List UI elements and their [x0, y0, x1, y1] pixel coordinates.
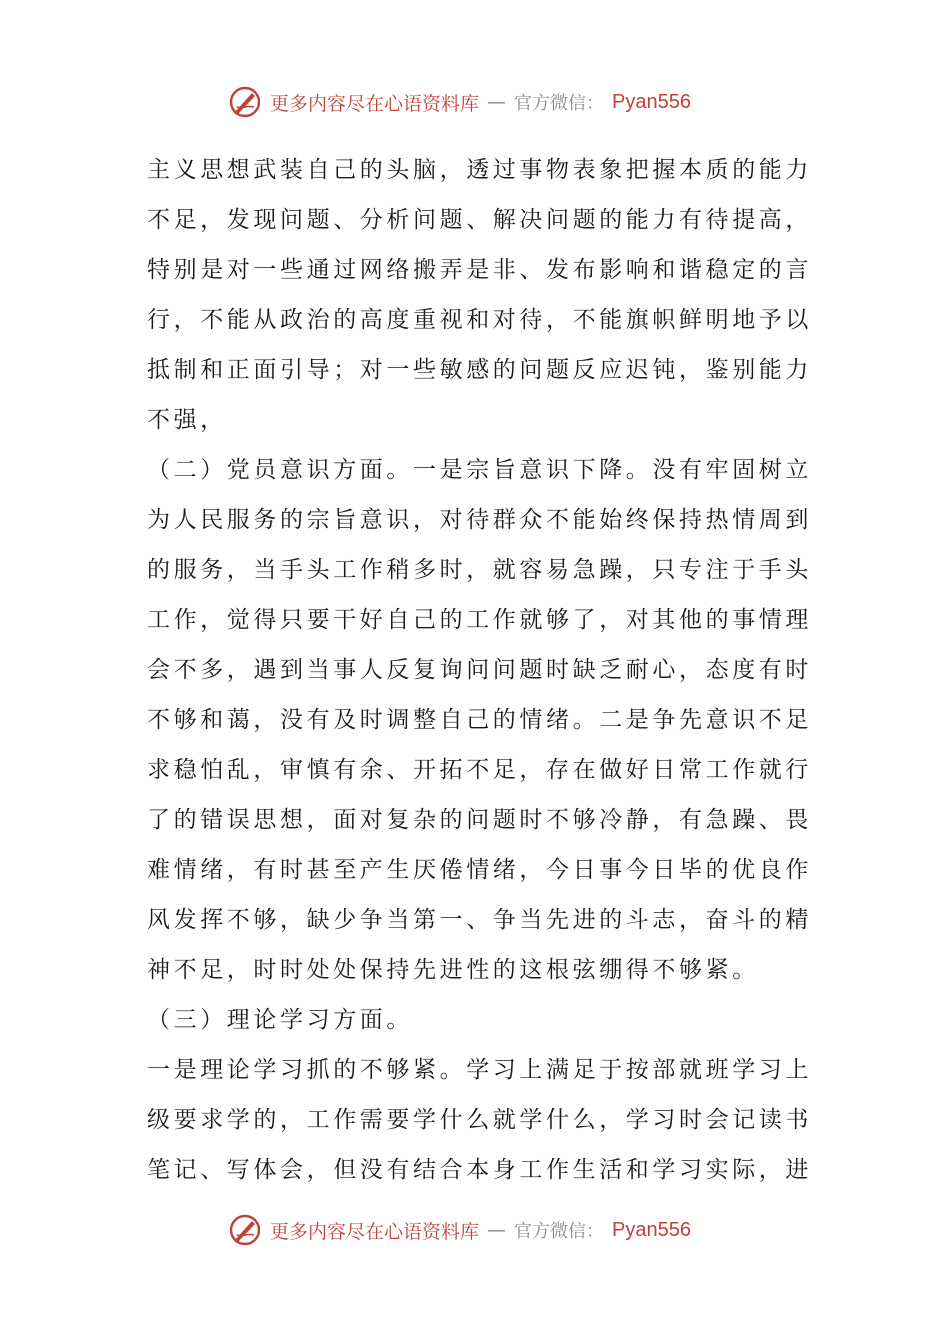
banner-dash: — — [487, 91, 507, 113]
banner-wechat-label: 官方微信： — [514, 1221, 605, 1242]
text-line: 级要求学的，工作需要学什么就学什么，学习时会记读书 — [147, 1107, 812, 1133]
text-line: 了的错误思想，面对复杂的问题时不够冷静，有急躁、畏 — [147, 807, 812, 833]
text-line: 会不多，遇到当事人反复询问问题时缺乏耐心，态度有时 — [147, 657, 812, 683]
banner-wechat-id: Pyan556 — [612, 90, 691, 113]
document-body — [147, 145, 812, 1195]
text-line: 笔记、写体会，但没有结合本身工作生活和学习实际，进 — [147, 1157, 812, 1183]
text-line: 神不足，时时处处保持先进性的这根弦绷得不够紧。 — [147, 957, 759, 983]
text-line: 工作，觉得只要干好自己的工作就够了，对其他的事情理 — [147, 607, 812, 633]
pen-logo-icon — [228, 85, 262, 119]
text-line: 风发挥不够，缺少争当第一、争当先进的斗志，奋斗的精 — [147, 907, 812, 933]
text-line: 行，不能从政治的高度重视和对待，不能旗帜鲜明地予以 — [147, 307, 812, 333]
text-line: 难情绪，有时甚至产生厌倦情绪，今日事今日毕的优良作 — [147, 857, 812, 883]
banner-wechat-label: 官方微信： — [514, 93, 605, 114]
pen-logo-icon — [228, 1213, 262, 1247]
footer-banner — [228, 1212, 748, 1248]
text-line: 为人民服务的宗旨意识，对待群众不能始终保持热情周到 — [147, 507, 812, 533]
banner-title: 更多内容尽在心语资料库 — [270, 1220, 480, 1243]
text-line: 特别是对一些通过网络搬弄是非、发布影响和谐稳定的言 — [147, 257, 812, 283]
text-line: 不够和蔼，没有及时调整自己的情绪。二是争先意识不足 — [147, 707, 812, 733]
text-line: 不足，发现问题、分析问题、解决问题的能力有待提高， — [147, 207, 812, 233]
text-line: 不强， — [147, 407, 227, 433]
section-heading-line: （三）理论学习方面。 — [147, 1007, 413, 1033]
text-line: 抵制和正面引导；对一些敏感的问题反应迟钝，鉴别能力 — [147, 357, 812, 383]
text-line: 主义思想武装自己的头脑，透过事物表象把握本质的能力 — [147, 157, 812, 183]
text-line: 求稳怕乱，审慎有余、开拓不足，存在做好日常工作就行 — [147, 757, 812, 783]
banner-title: 更多内容尽在心语资料库 — [270, 92, 480, 115]
header-banner — [228, 84, 748, 120]
banner-wechat-id: Pyan556 — [612, 1218, 691, 1241]
text-line: 的服务，当手头工作稍多时，就容易急躁，只专注于手头 — [147, 557, 812, 583]
section-heading-line: （二）党员意识方面。一是宗旨意识下降。没有牢固树立 — [147, 457, 812, 483]
banner-dash: — — [487, 1219, 507, 1241]
text-line: 一是理论学习抓的不够紧。学习上满足于按部就班学习上 — [147, 1057, 812, 1083]
